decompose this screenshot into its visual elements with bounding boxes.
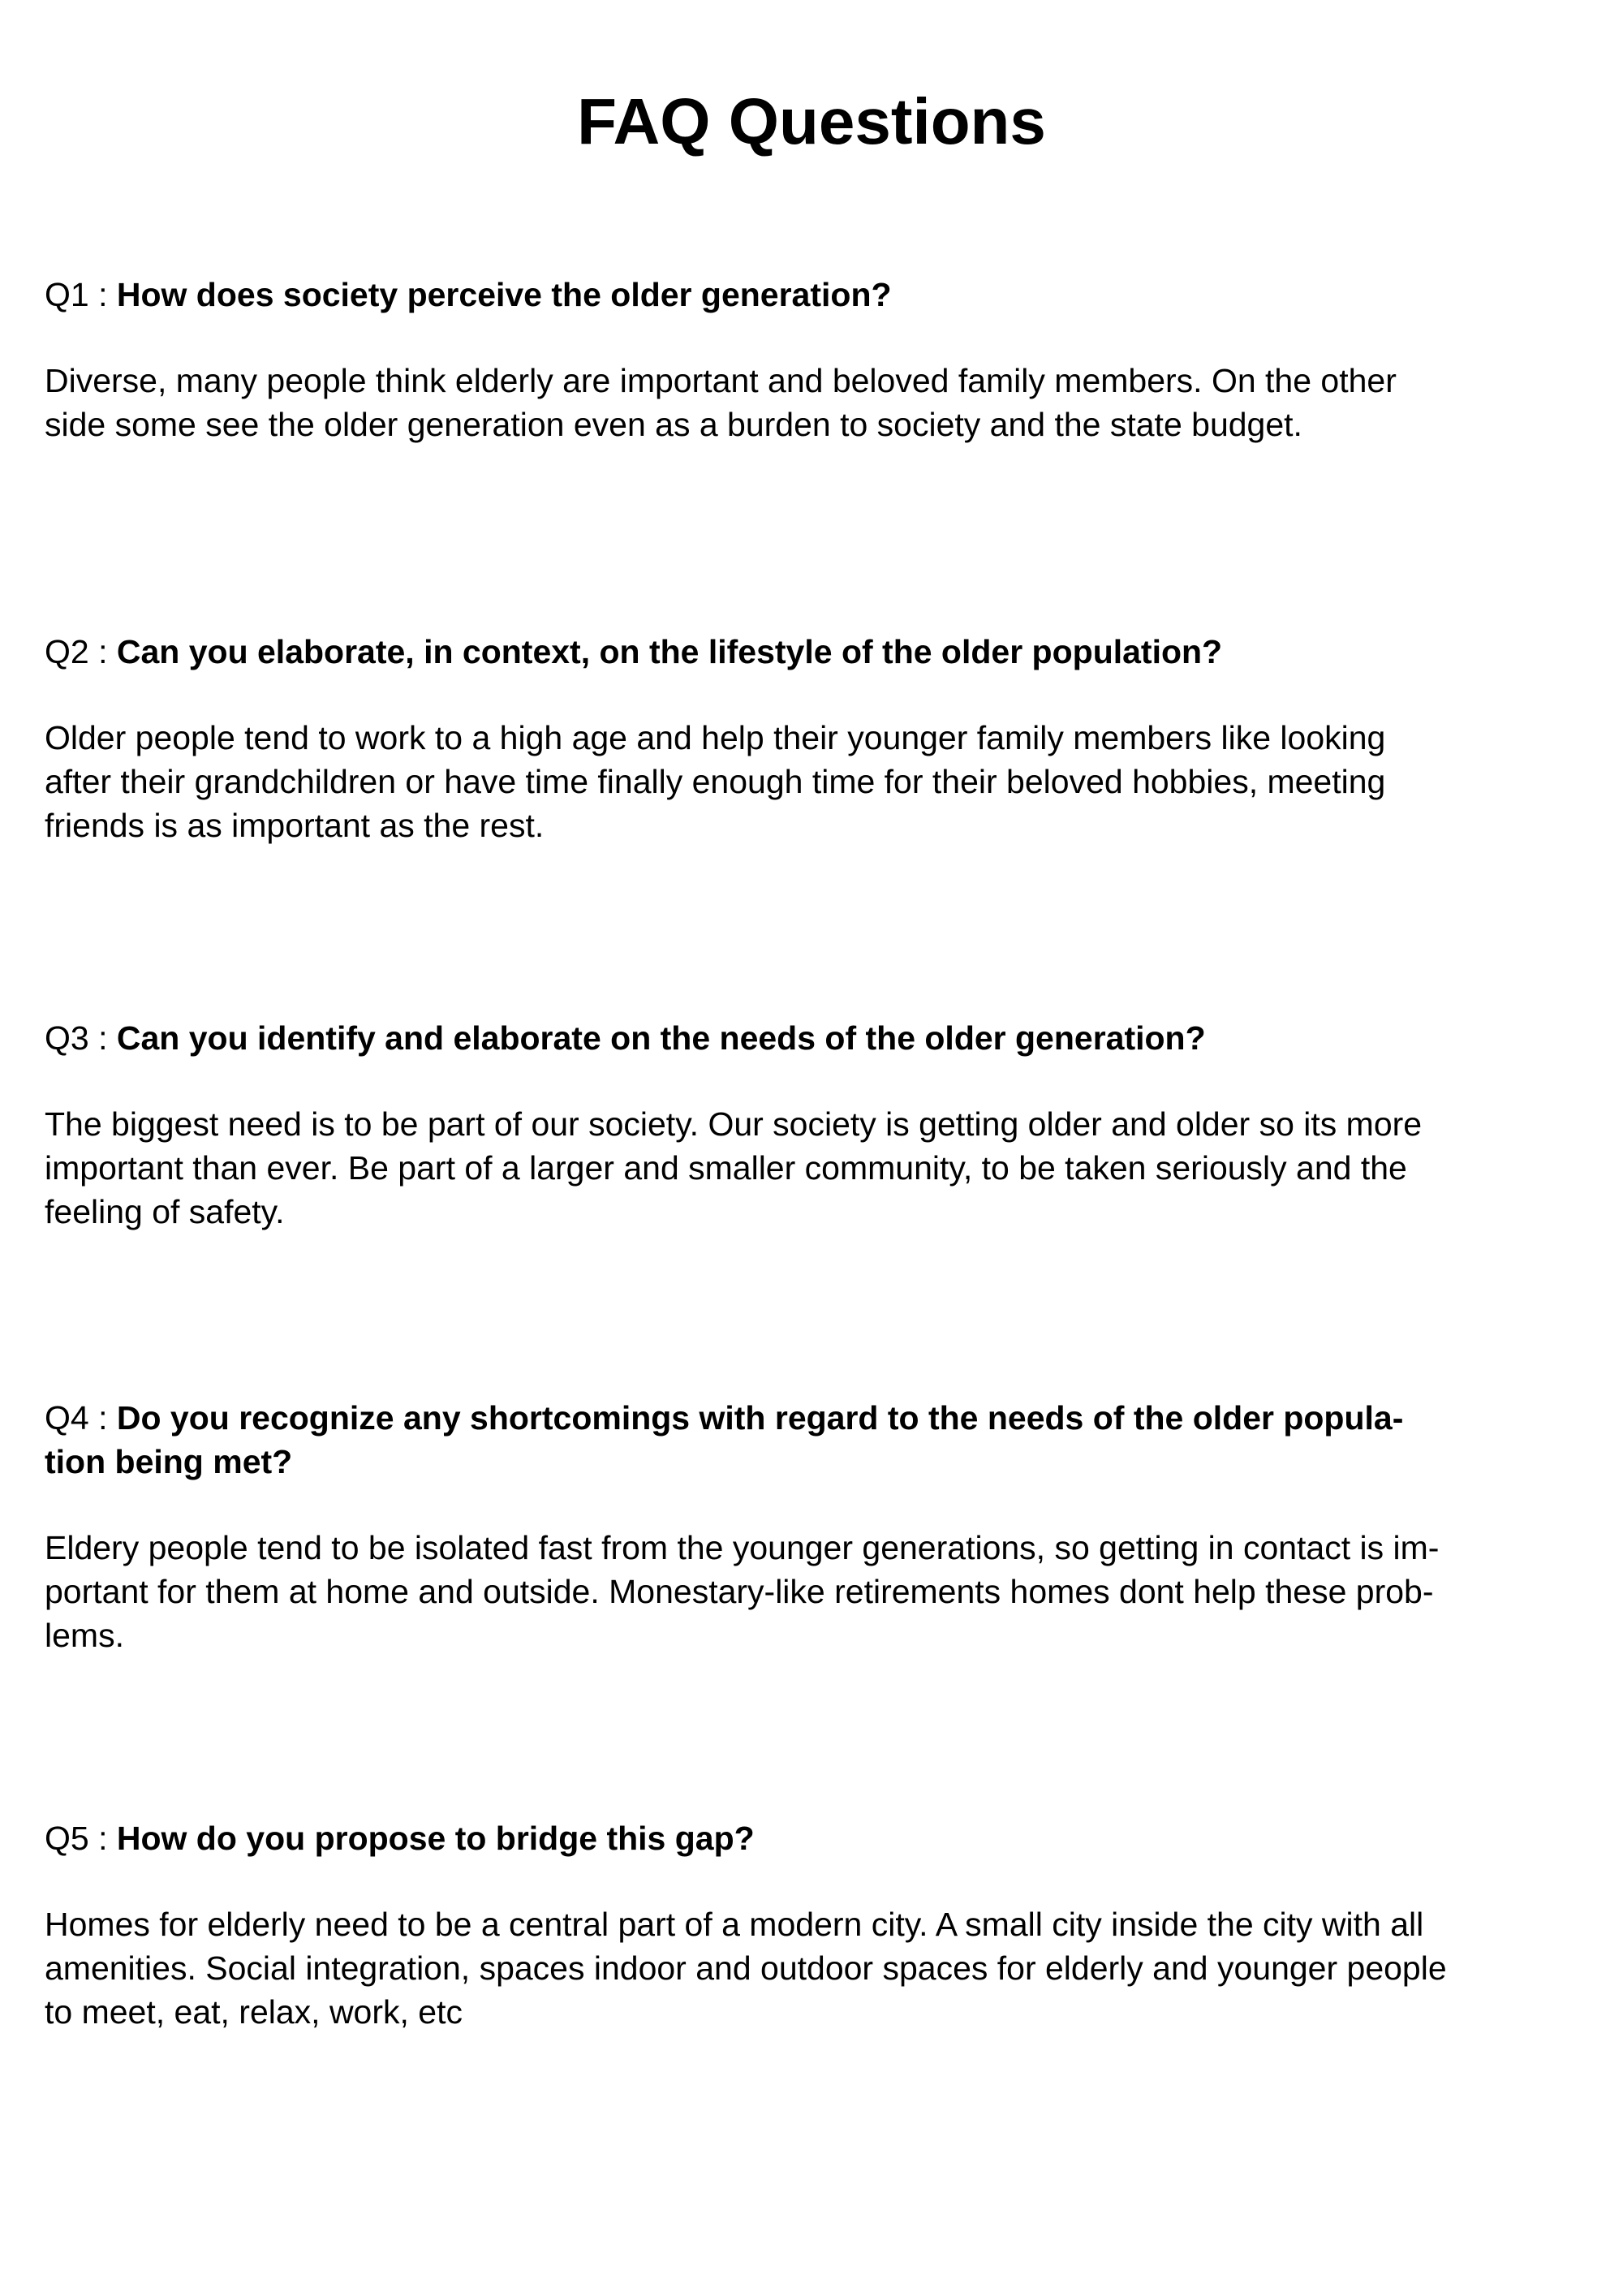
answer-line: portant for them at home and outside. Monestary-like retirements homes dont help these prob- <box>45 1573 1434 1610</box>
question-number: Q2 : <box>45 633 117 670</box>
question-4-line-2: tion being met? <box>45 1443 293 1480</box>
answer-1 <box>45 359 1603 446</box>
question-text: Can you elaborate, in context, on the lifestyle of the older population? <box>116 633 1223 670</box>
answer-line: Older people tend to work to a high age and help their younger family members like looking <box>45 719 1386 756</box>
faq-item-5 <box>45 1816 1603 2034</box>
answer-line: Homes for elderly need to be a central part of a modern city. A small city inside the city with all <box>45 1906 1424 1943</box>
question-2 <box>45 630 1603 674</box>
answer-line: lems. <box>45 1617 124 1654</box>
question-text: Do you recognize any shortcomings with regard to the needs of the older popula- <box>116 1399 1404 1437</box>
answer-line: important than ever. Be part of a larger and smaller community, to be taken seriously and the <box>45 1149 1407 1187</box>
answer-4 <box>45 1526 1603 1657</box>
question-4-line-1 <box>45 1396 1603 1440</box>
question-3 <box>45 1016 1603 1060</box>
question-2-line-1 <box>45 630 1603 674</box>
page-title: FAQ Questions <box>577 85 1046 157</box>
question-number: Q4 : <box>45 1399 117 1437</box>
answer-line: Eldery people tend to be isolated fast from the younger generations, so getting in contact is im- <box>45 1529 1440 1566</box>
answer-line: friends is as important as the rest. <box>45 807 545 844</box>
answer-line: after their grandchildren or have time finally enough time for their beloved hobbies, meeting <box>45 763 1386 800</box>
answer-line: to meet, eat, relax, work, etc <box>45 1993 463 2031</box>
question-5 <box>45 1816 1603 1860</box>
faq-item-2 <box>45 630 1603 847</box>
faq-item-1 <box>45 273 1603 446</box>
faq-item-3 <box>45 1016 1603 1234</box>
answer-3 <box>45 1102 1603 1234</box>
question-4 <box>45 1396 1603 1484</box>
answer-line: side some see the older generation even as a burden to society and the state budget. <box>45 406 1302 443</box>
question-number: Q1 : <box>45 276 117 313</box>
question-number: Q5 : <box>45 1820 117 1857</box>
question-1 <box>45 273 1603 317</box>
answer-line: Diverse, many people think elderly are important and beloved family members. On the other <box>45 362 1397 399</box>
faq-item-4 <box>45 1396 1603 1657</box>
question-3-line-1 <box>45 1016 1603 1060</box>
question-number: Q3 : <box>45 1019 117 1057</box>
question-text: How does society perceive the older generation? <box>116 276 892 313</box>
answer-5 <box>45 1902 1603 2034</box>
answer-line: feeling of safety. <box>45 1193 285 1230</box>
question-text: How do you propose to bridge this gap? <box>116 1820 755 1857</box>
answer-line: The biggest need is to be part of our society. Our society is getting older and older so its more <box>45 1105 1423 1143</box>
question-text: Can you identify and elaborate on the needs of the older generation? <box>116 1019 1206 1057</box>
answer-2 <box>45 716 1603 847</box>
question-1-line-1 <box>45 273 1603 317</box>
question-5-line-1 <box>45 1816 1603 1860</box>
answer-line: amenities. Social integration, spaces indoor and outdoor spaces for elderly and younger people <box>45 1949 1447 1987</box>
